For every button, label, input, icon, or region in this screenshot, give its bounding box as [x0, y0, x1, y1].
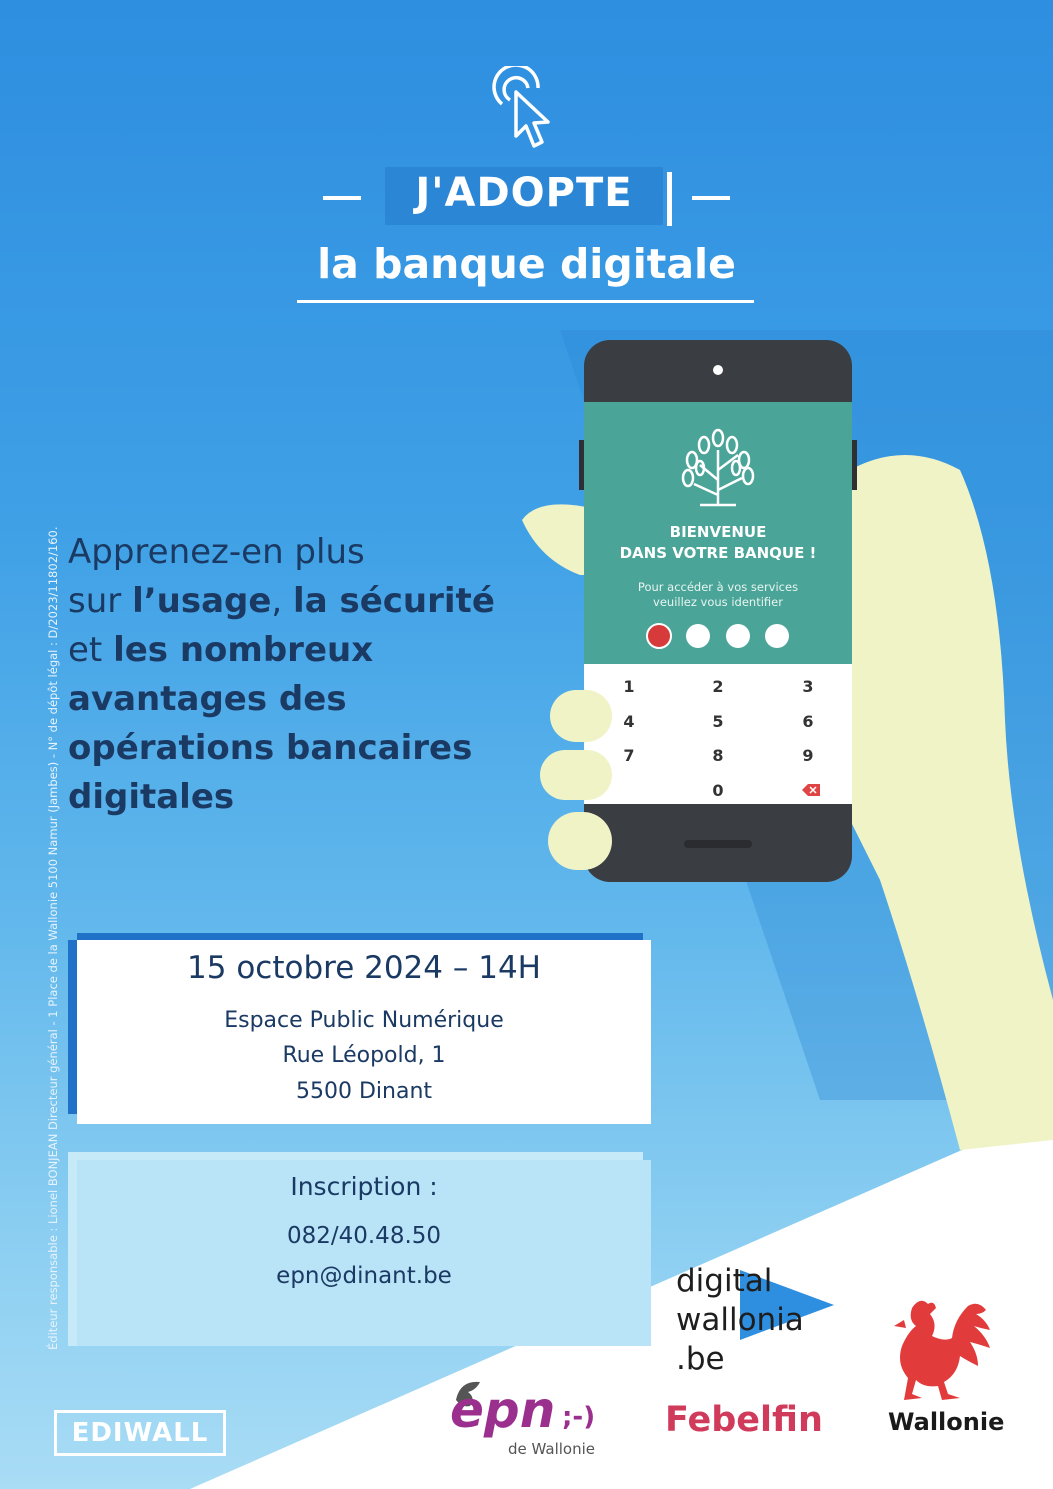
- key-2: 2: [712, 677, 724, 696]
- instruction-line-2: veuillez vous identifier: [653, 595, 783, 609]
- intro-line-5: opérations bancaires: [68, 728, 473, 768]
- event-date: 15 octobre 2024 – 14H: [187, 950, 541, 986]
- event-box-accent-top: [77, 933, 643, 940]
- instruction-line-1: Pour accéder à vos services: [637, 580, 799, 594]
- wallonie-rooster-icon: [882, 1290, 1002, 1410]
- key-0: 0: [712, 781, 724, 800]
- event-box-accent-left: [68, 940, 77, 1114]
- finger-2: [540, 750, 612, 800]
- ediwall-logo: EDIWALL: [54, 1410, 226, 1456]
- cursor-click-icon: [488, 66, 560, 152]
- epn-logo-subtitle: de Wallonie: [508, 1440, 595, 1458]
- key-4: 4: [623, 712, 635, 731]
- finger-3: [548, 812, 612, 870]
- registration-title: Inscription :: [290, 1172, 438, 1201]
- intro-line-2: sur l’usage, la sécurité: [68, 581, 495, 621]
- event-venue: Espace Public Numérique: [224, 1008, 504, 1033]
- registration-box-accent-left: [68, 1160, 77, 1346]
- registration-phone[interactable]: 082/40.48.50: [286, 1223, 442, 1249]
- key-8: 8: [712, 746, 724, 765]
- digital-wallonia-line-3: .be: [676, 1341, 725, 1377]
- welcome-line-2: DANS VOTRE BANQUE !: [619, 544, 817, 562]
- key-9: 9: [802, 746, 814, 765]
- event-city: 5500 Dinant: [295, 1079, 433, 1104]
- pin-dot-1: [647, 624, 671, 648]
- camera-icon: [713, 365, 723, 375]
- pin-dot-2: [686, 624, 710, 648]
- digital-wallonia-logo: [676, 1262, 804, 1379]
- legal-notice: Éditeur responsable : Lionel BONJEAN Directeur général - 1 Place de la Wallonie 5100 Namur (Jambes) - N° de dépôt légal : D/2023/11802/160.: [46, 526, 60, 1350]
- key-7: 7: [623, 746, 635, 765]
- registration-email[interactable]: epn@dinant.be: [276, 1263, 452, 1289]
- intro-line-3: et les nombreux: [68, 630, 374, 670]
- finger-1: [550, 690, 612, 742]
- intro-line-1: Apprenez-en plus: [68, 532, 365, 572]
- page-subtitle: la banque digitale: [317, 240, 736, 288]
- subtitle-underline: [297, 300, 754, 303]
- key-3: 3: [802, 677, 814, 696]
- intro-line-6: digitales: [68, 777, 235, 817]
- title-badge-text: J'ADOPTE: [415, 170, 633, 216]
- epn-logo-text: epn: [450, 1381, 556, 1439]
- intro-line-4: avantages des: [68, 679, 347, 719]
- pin-dot-3: [726, 624, 750, 648]
- digital-wallonia-line-1: digital: [676, 1263, 773, 1299]
- event-street: Rue Léopold, 1: [282, 1043, 446, 1068]
- hand-arm: [850, 455, 1053, 1150]
- wallonie-logo-text: Wallonie: [888, 1408, 1005, 1436]
- febelfin-logo: Febelfin: [665, 1400, 823, 1440]
- key-5: 5: [712, 712, 724, 731]
- title-badge-bar: [667, 172, 672, 226]
- welcome-line-1: BIENVENUE: [669, 523, 767, 541]
- pin-dot-4: [765, 624, 789, 648]
- key-6: 6: [802, 712, 814, 731]
- digital-wallonia-line-2: wallonia: [676, 1302, 804, 1338]
- title-dash-left: [323, 196, 361, 200]
- title-dash-right: [692, 196, 730, 200]
- registration-box-accent-top: [68, 1152, 643, 1160]
- epn-logo-smiley: ;-): [562, 1402, 596, 1432]
- key-1: 1: [623, 677, 635, 696]
